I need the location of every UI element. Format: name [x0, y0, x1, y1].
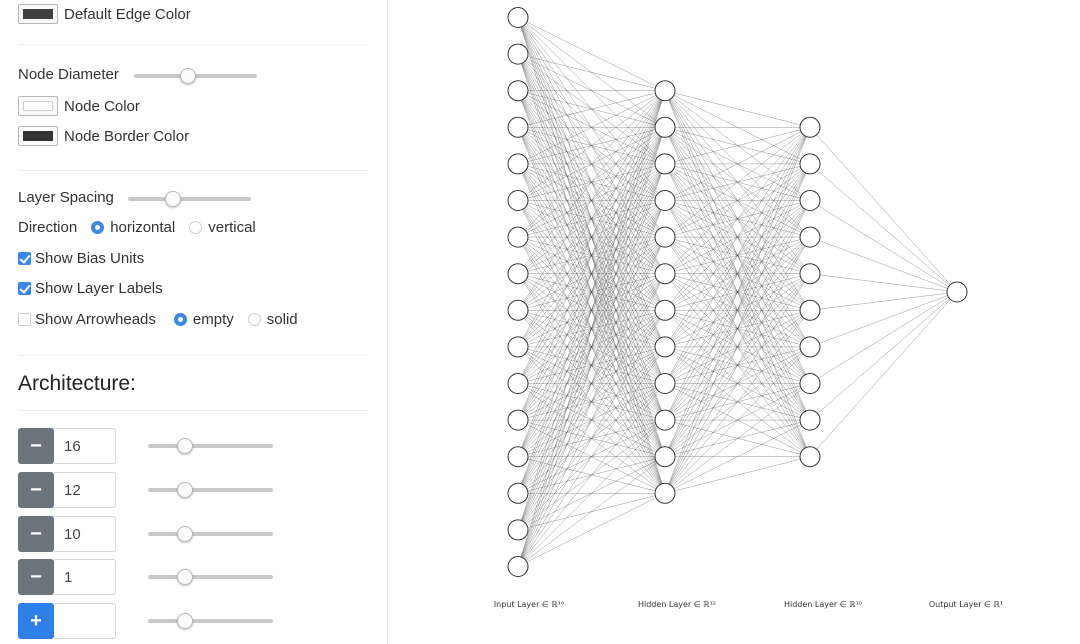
direction-vertical-radio[interactable]	[189, 221, 202, 234]
node-color-row	[18, 96, 140, 116]
node-layer-2	[655, 410, 675, 430]
divider	[18, 410, 368, 411]
layer-label-output: Output Layer ∈ ℝ¹	[928, 600, 1004, 609]
layer-size-slider[interactable]	[148, 444, 273, 448]
node-layer-1	[508, 557, 528, 577]
edge	[810, 292, 957, 457]
node-border-color-row	[18, 126, 189, 146]
direction-row	[18, 219, 256, 236]
default-edge-color-swatch[interactable]	[18, 4, 58, 24]
arrowhead-empty-label[interactable]: empty	[192, 311, 234, 328]
edge	[810, 292, 957, 347]
layer-label-hidden-2: Hidden Layer ∈ ℝ¹⁰	[783, 600, 863, 609]
node-border-color-swatch[interactable]	[18, 126, 58, 146]
node-layer-1	[508, 520, 528, 540]
node-layer-3	[800, 300, 820, 320]
edge	[810, 201, 957, 293]
edge	[518, 18, 665, 91]
node-layer-2	[655, 227, 675, 247]
node-layer-2	[655, 483, 675, 503]
node-layer-1	[508, 374, 528, 394]
edges-group	[518, 18, 957, 567]
edge	[810, 292, 957, 384]
divider	[18, 355, 368, 356]
arrowhead-empty-radio[interactable]	[174, 313, 187, 326]
layer-size-input[interactable]: 1	[54, 559, 116, 595]
divider	[18, 44, 368, 45]
node-layer-3	[800, 191, 820, 211]
layer-size-slider[interactable]	[148, 575, 273, 579]
remove-layer-button[interactable]: −	[18, 516, 54, 552]
layer-spacing-label: Layer Spacing	[18, 189, 114, 206]
node-layer-2	[655, 300, 675, 320]
edge	[665, 91, 810, 128]
show-arrowheads-checkbox[interactable]	[18, 313, 31, 326]
node-layer-3	[800, 374, 820, 394]
architecture-title: Architecture:	[18, 372, 136, 395]
remove-layer-button[interactable]: −	[18, 559, 54, 595]
layer-size-slider[interactable]	[148, 532, 273, 536]
node-layer-1	[508, 81, 528, 101]
layer-spacing-row	[18, 189, 114, 206]
layer-size-slider-handle[interactable]	[177, 526, 193, 542]
remove-layer-button[interactable]: −	[18, 472, 54, 508]
show-layer-labels-row	[18, 280, 163, 297]
layer-size-input[interactable]: 10	[54, 516, 116, 552]
default-edge-color-label: Default Edge Color	[64, 5, 191, 23]
show-bias-units-checkbox[interactable]	[18, 252, 31, 265]
node-layer-2	[655, 447, 675, 467]
show-layer-labels-checkbox[interactable]	[18, 282, 31, 295]
default-edge-color-row	[18, 4, 191, 24]
direction-label: Direction	[18, 219, 78, 236]
node-layer-2	[655, 154, 675, 174]
edge	[810, 292, 957, 310]
node-layer-3	[800, 447, 820, 467]
direction-horizontal-label[interactable]: horizontal	[110, 219, 176, 236]
show-bias-units-row	[18, 250, 144, 267]
node-layer-2	[655, 264, 675, 284]
show-arrowheads-label[interactable]: Show Arrowheads	[35, 311, 156, 328]
node-diameter-label: Node Diameter	[18, 66, 119, 83]
new-layer-size-input[interactable]	[54, 603, 116, 639]
node-layer-3	[800, 117, 820, 137]
node-diameter-slider-handle[interactable]	[180, 68, 196, 84]
layer-size-slider[interactable]	[148, 488, 273, 492]
node-layer-3	[800, 227, 820, 247]
new-layer-size-slider-handle[interactable]	[177, 613, 193, 629]
layer-labels-group	[494, 600, 1003, 609]
show-bias-units-label[interactable]: Show Bias Units	[35, 250, 145, 267]
layer-size-slider-handle[interactable]	[177, 482, 193, 498]
node-layer-1	[508, 337, 528, 357]
node-border-color-label: Node Border Color	[64, 127, 190, 145]
node-layer-1	[508, 8, 528, 28]
settings-sidebar	[0, 0, 388, 644]
show-layer-labels-label[interactable]: Show Layer Labels	[35, 280, 163, 297]
node-layer-2	[655, 374, 675, 394]
edge	[810, 292, 957, 420]
node-layer-3	[800, 154, 820, 174]
node-layer-2	[655, 117, 675, 137]
node-layer-1	[508, 227, 528, 247]
layer-spacing-slider-handle[interactable]	[165, 191, 181, 207]
layer-size-slider-handle[interactable]	[177, 569, 193, 585]
node-layer-2	[655, 337, 675, 357]
layer-size-slider-handle[interactable]	[177, 438, 193, 454]
edge	[665, 237, 810, 493]
layer-size-input[interactable]: 16	[54, 428, 116, 464]
node-layer-1	[508, 44, 528, 64]
node-layer-1	[508, 264, 528, 284]
node-layer-1	[508, 117, 528, 137]
edge	[810, 237, 957, 292]
arrowhead-solid-label[interactable]: solid	[266, 311, 298, 328]
edge	[518, 493, 665, 566]
layer-label-input: Input Layer ∈ ℝ¹⁶	[493, 600, 565, 609]
show-arrowheads-row	[18, 311, 298, 328]
edge	[810, 127, 957, 292]
node-diameter-slider[interactable]	[134, 74, 257, 78]
edge	[665, 164, 810, 493]
add-layer-button[interactable]: +	[18, 603, 54, 639]
direction-horizontal-radio[interactable]	[91, 221, 104, 234]
node-layer-4	[947, 282, 967, 302]
layer-label-hidden-1: Hidden Layer ∈ ℝ¹²	[637, 600, 717, 609]
edge	[810, 274, 957, 292]
edge	[810, 164, 957, 292]
layer-size-input[interactable]: 12	[54, 472, 116, 508]
node-layer-3	[800, 410, 820, 430]
new-layer-size-slider[interactable]	[148, 619, 273, 623]
divider	[18, 170, 368, 171]
node-layer-1	[508, 410, 528, 430]
layer-spacing-slider[interactable]	[128, 197, 251, 201]
edge	[665, 457, 810, 494]
node-layer-3	[800, 337, 820, 357]
node-layer-1	[508, 300, 528, 320]
node-diameter-row	[18, 66, 119, 83]
node-layer-1	[508, 447, 528, 467]
remove-layer-button[interactable]: −	[18, 428, 54, 464]
arrowhead-solid-radio[interactable]	[248, 313, 261, 326]
node-color-swatch[interactable]	[18, 96, 58, 116]
node-layer-2	[655, 191, 675, 211]
node-layer-2	[655, 81, 675, 101]
node-layer-3	[800, 264, 820, 284]
direction-vertical-label[interactable]: vertical	[208, 219, 256, 236]
node-layer-1	[508, 191, 528, 211]
node-layer-1	[508, 154, 528, 174]
network-canvas	[388, 0, 1080, 644]
node-color-label: Node Color	[64, 97, 140, 115]
node-layer-1	[508, 483, 528, 503]
